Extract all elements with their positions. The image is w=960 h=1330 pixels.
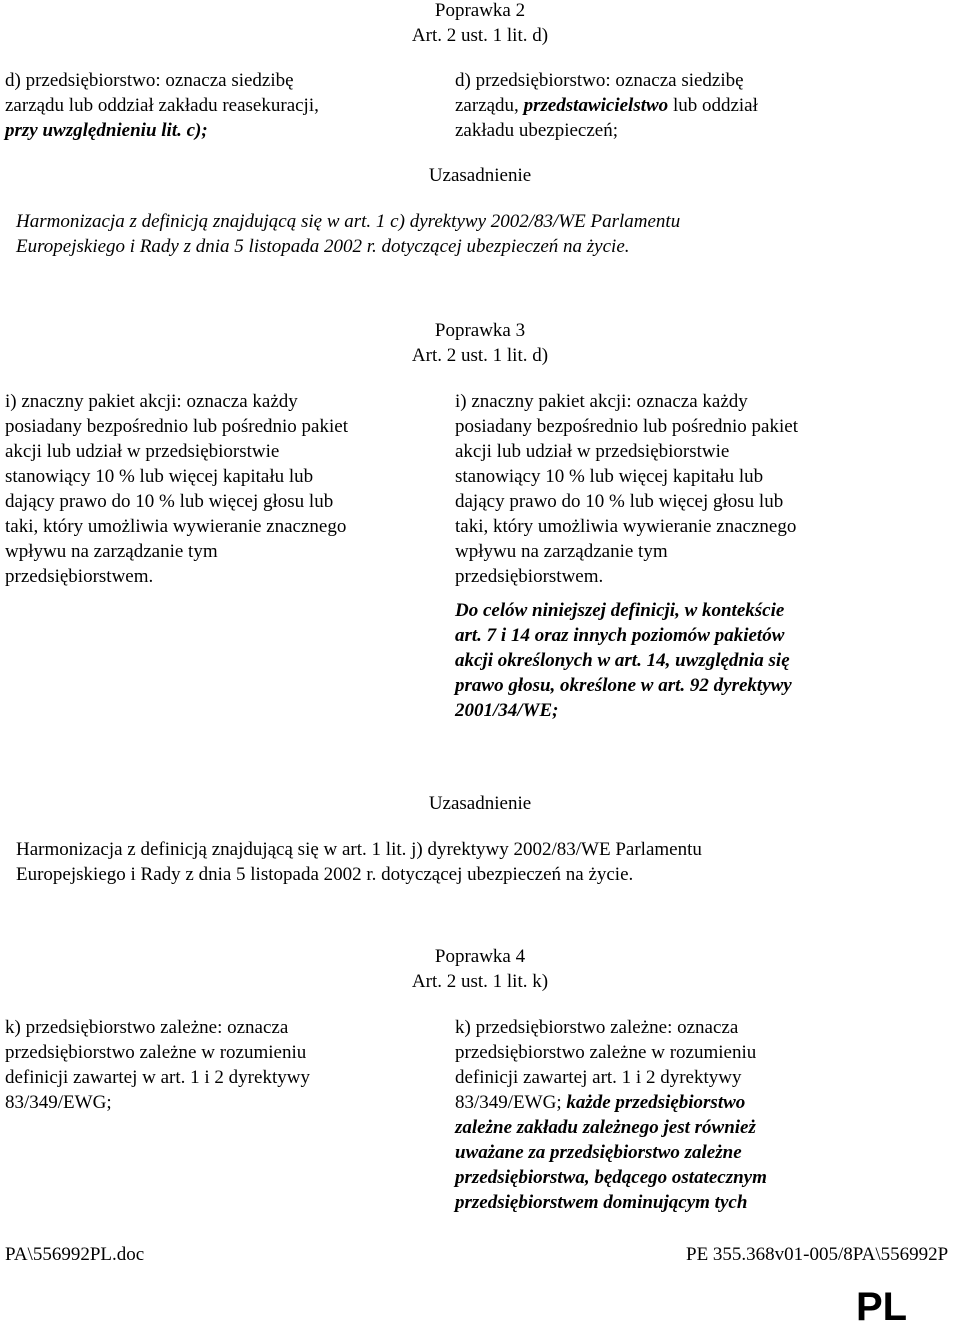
text-line: k) przedsiębiorstwo zależne: oznacza (455, 1017, 739, 1038)
text-line: przedsiębiorstwem. (5, 566, 154, 587)
text-line: przedsiębiorstwo zależne w rozumieniu (455, 1042, 757, 1063)
justification-title: Uzasadnienie (428, 793, 532, 814)
amendment-3-heading (0, 318, 960, 368)
footer-document-id: PA\556992PL.doc (5, 1244, 145, 1265)
text-line (455, 93, 875, 118)
text-line: definicji zawartej art. 1 i 2 dyrektywy (455, 1067, 742, 1088)
amendment-reference: Art. 2 ust. 1 lit. d) (411, 345, 549, 366)
text-line-emphasis: uważane za przedsiębiorstwo zależne (455, 1142, 742, 1163)
text-line: przedsiębiorstwo zależne w rozumieniu (5, 1042, 307, 1063)
justification-text (16, 209, 916, 259)
text-run: lub oddział (668, 95, 758, 116)
text-line: posiadany bezpośrednio lub pośrednio pakiet (5, 416, 348, 437)
text-line: d) przedsiębiorstwo: oznacza siedzibę (5, 70, 294, 91)
text-run: zarządu, (455, 95, 524, 116)
amendment-2-left-column (5, 68, 415, 143)
text-line: i) znaczny pakiet akcji: oznacza każdy (455, 391, 748, 412)
amendment-3-right-column (455, 389, 875, 589)
language-code: PL (856, 1285, 908, 1329)
text-line (455, 1090, 875, 1115)
text-line: Europejskiego i Rady z dnia 5 listopada 2002 r. dotyczącej ubezpieczeń na życie. (16, 236, 630, 257)
text-run-emphasis: przedstawicielstwo (523, 95, 669, 116)
footer-reference: PE 355.368v01-005/8PA\556992P (686, 1244, 949, 1265)
amendment-title: Poprawka 2 (434, 0, 526, 21)
text-line-emphasis: 2001/34/WE; (455, 700, 559, 721)
amendment-4-left-column (5, 1015, 415, 1115)
text-run: 83/349/EWG; (455, 1092, 567, 1113)
text-line: wpływu na zarządzanie tym (455, 541, 668, 562)
text-line: Harmonizacja z definicją znajdującą się w art. 1 lit. j) dyrektywy 2002/83/WE Parlamentu (16, 839, 702, 860)
amendment-4-right-column (455, 1015, 875, 1215)
text-line: dający prawo do 10 % lub więcej głosu lub (455, 491, 784, 512)
text-line: definicji zawartej w art. 1 i 2 dyrektywy (5, 1067, 310, 1088)
text-line: i) znaczny pakiet akcji: oznacza każdy (5, 391, 298, 412)
text-line-emphasis: zależne zakładu zależnego jest również (455, 1117, 756, 1138)
text-line: zakładu ubezpieczeń; (455, 120, 618, 141)
text-line: 83/349/EWG; (5, 1092, 112, 1113)
text-line: akcji lub udział w przedsiębiorstwie (5, 441, 280, 462)
text-line: taki, który umożliwia wywieranie znacznego (5, 516, 347, 537)
text-line: Harmonizacja z definicją znajdującą się w art. 1 c) dyrektywy 2002/83/WE Parlamentu (16, 211, 681, 232)
text-line: posiadany bezpośrednio lub pośrednio pakiet (455, 416, 798, 437)
amendment-3-added-text (455, 598, 875, 723)
justification-text (16, 837, 916, 887)
text-line: Europejskiego i Rady z dnia 5 listopada 2002 r. dotyczącej ubezpieczeń na życie. (16, 864, 634, 885)
amendment-4-heading (0, 944, 960, 994)
text-line-emphasis: art. 7 i 14 oraz innych poziomów pakietów (455, 625, 785, 646)
text-line: taki, który umożliwia wywieranie znacznego (455, 516, 797, 537)
text-line-emphasis: przedsiębiorstwa, będącego ostatecznym (455, 1167, 767, 1188)
text-line: wpływu na zarządzanie tym (5, 541, 218, 562)
amendment-title: Poprawka 3 (434, 320, 526, 341)
text-line: stanowiący 10 % lub więcej kapitału lub (5, 466, 314, 487)
text-line: przedsiębiorstwem. (455, 566, 604, 587)
text-line: dający prawo do 10 % lub więcej głosu lub (5, 491, 334, 512)
text-line-emphasis: prawo głosu, określone w art. 92 dyrektywy (455, 675, 792, 696)
amendment-reference: Art. 2 ust. 1 lit. d) (411, 25, 549, 46)
text-run-emphasis: każde przedsiębiorstwo (566, 1092, 746, 1113)
text-line: stanowiący 10 % lub więcej kapitału lub (455, 466, 764, 487)
text-line-emphasis: akcji określonych w art. 14, uwzględnia się (455, 650, 790, 671)
amendment-reference: Art. 2 ust. 1 lit. k) (411, 971, 549, 992)
text-line: akcji lub udział w przedsiębiorstwie (455, 441, 730, 462)
text-line: k) przedsiębiorstwo zależne: oznacza (5, 1017, 289, 1038)
amendment-2-right-column (455, 68, 875, 143)
text-line: zarządu lub oddział zakładu reasekuracji, (5, 95, 319, 116)
text-line-emphasis: przy uwzględnieniu lit. c); (5, 120, 208, 141)
amendment-2-heading (0, 0, 960, 48)
amendment-title: Poprawka 4 (434, 946, 526, 967)
justification-title: Uzasadnienie (428, 165, 532, 186)
text-line: d) przedsiębiorstwo: oznacza siedzibę (455, 70, 744, 91)
text-line-emphasis: Do celów niniejszej definicji, w kontekście (455, 600, 785, 621)
amendment-3-left-column (5, 389, 415, 589)
text-line-emphasis: przedsiębiorstwem dominującym tych (455, 1192, 748, 1213)
